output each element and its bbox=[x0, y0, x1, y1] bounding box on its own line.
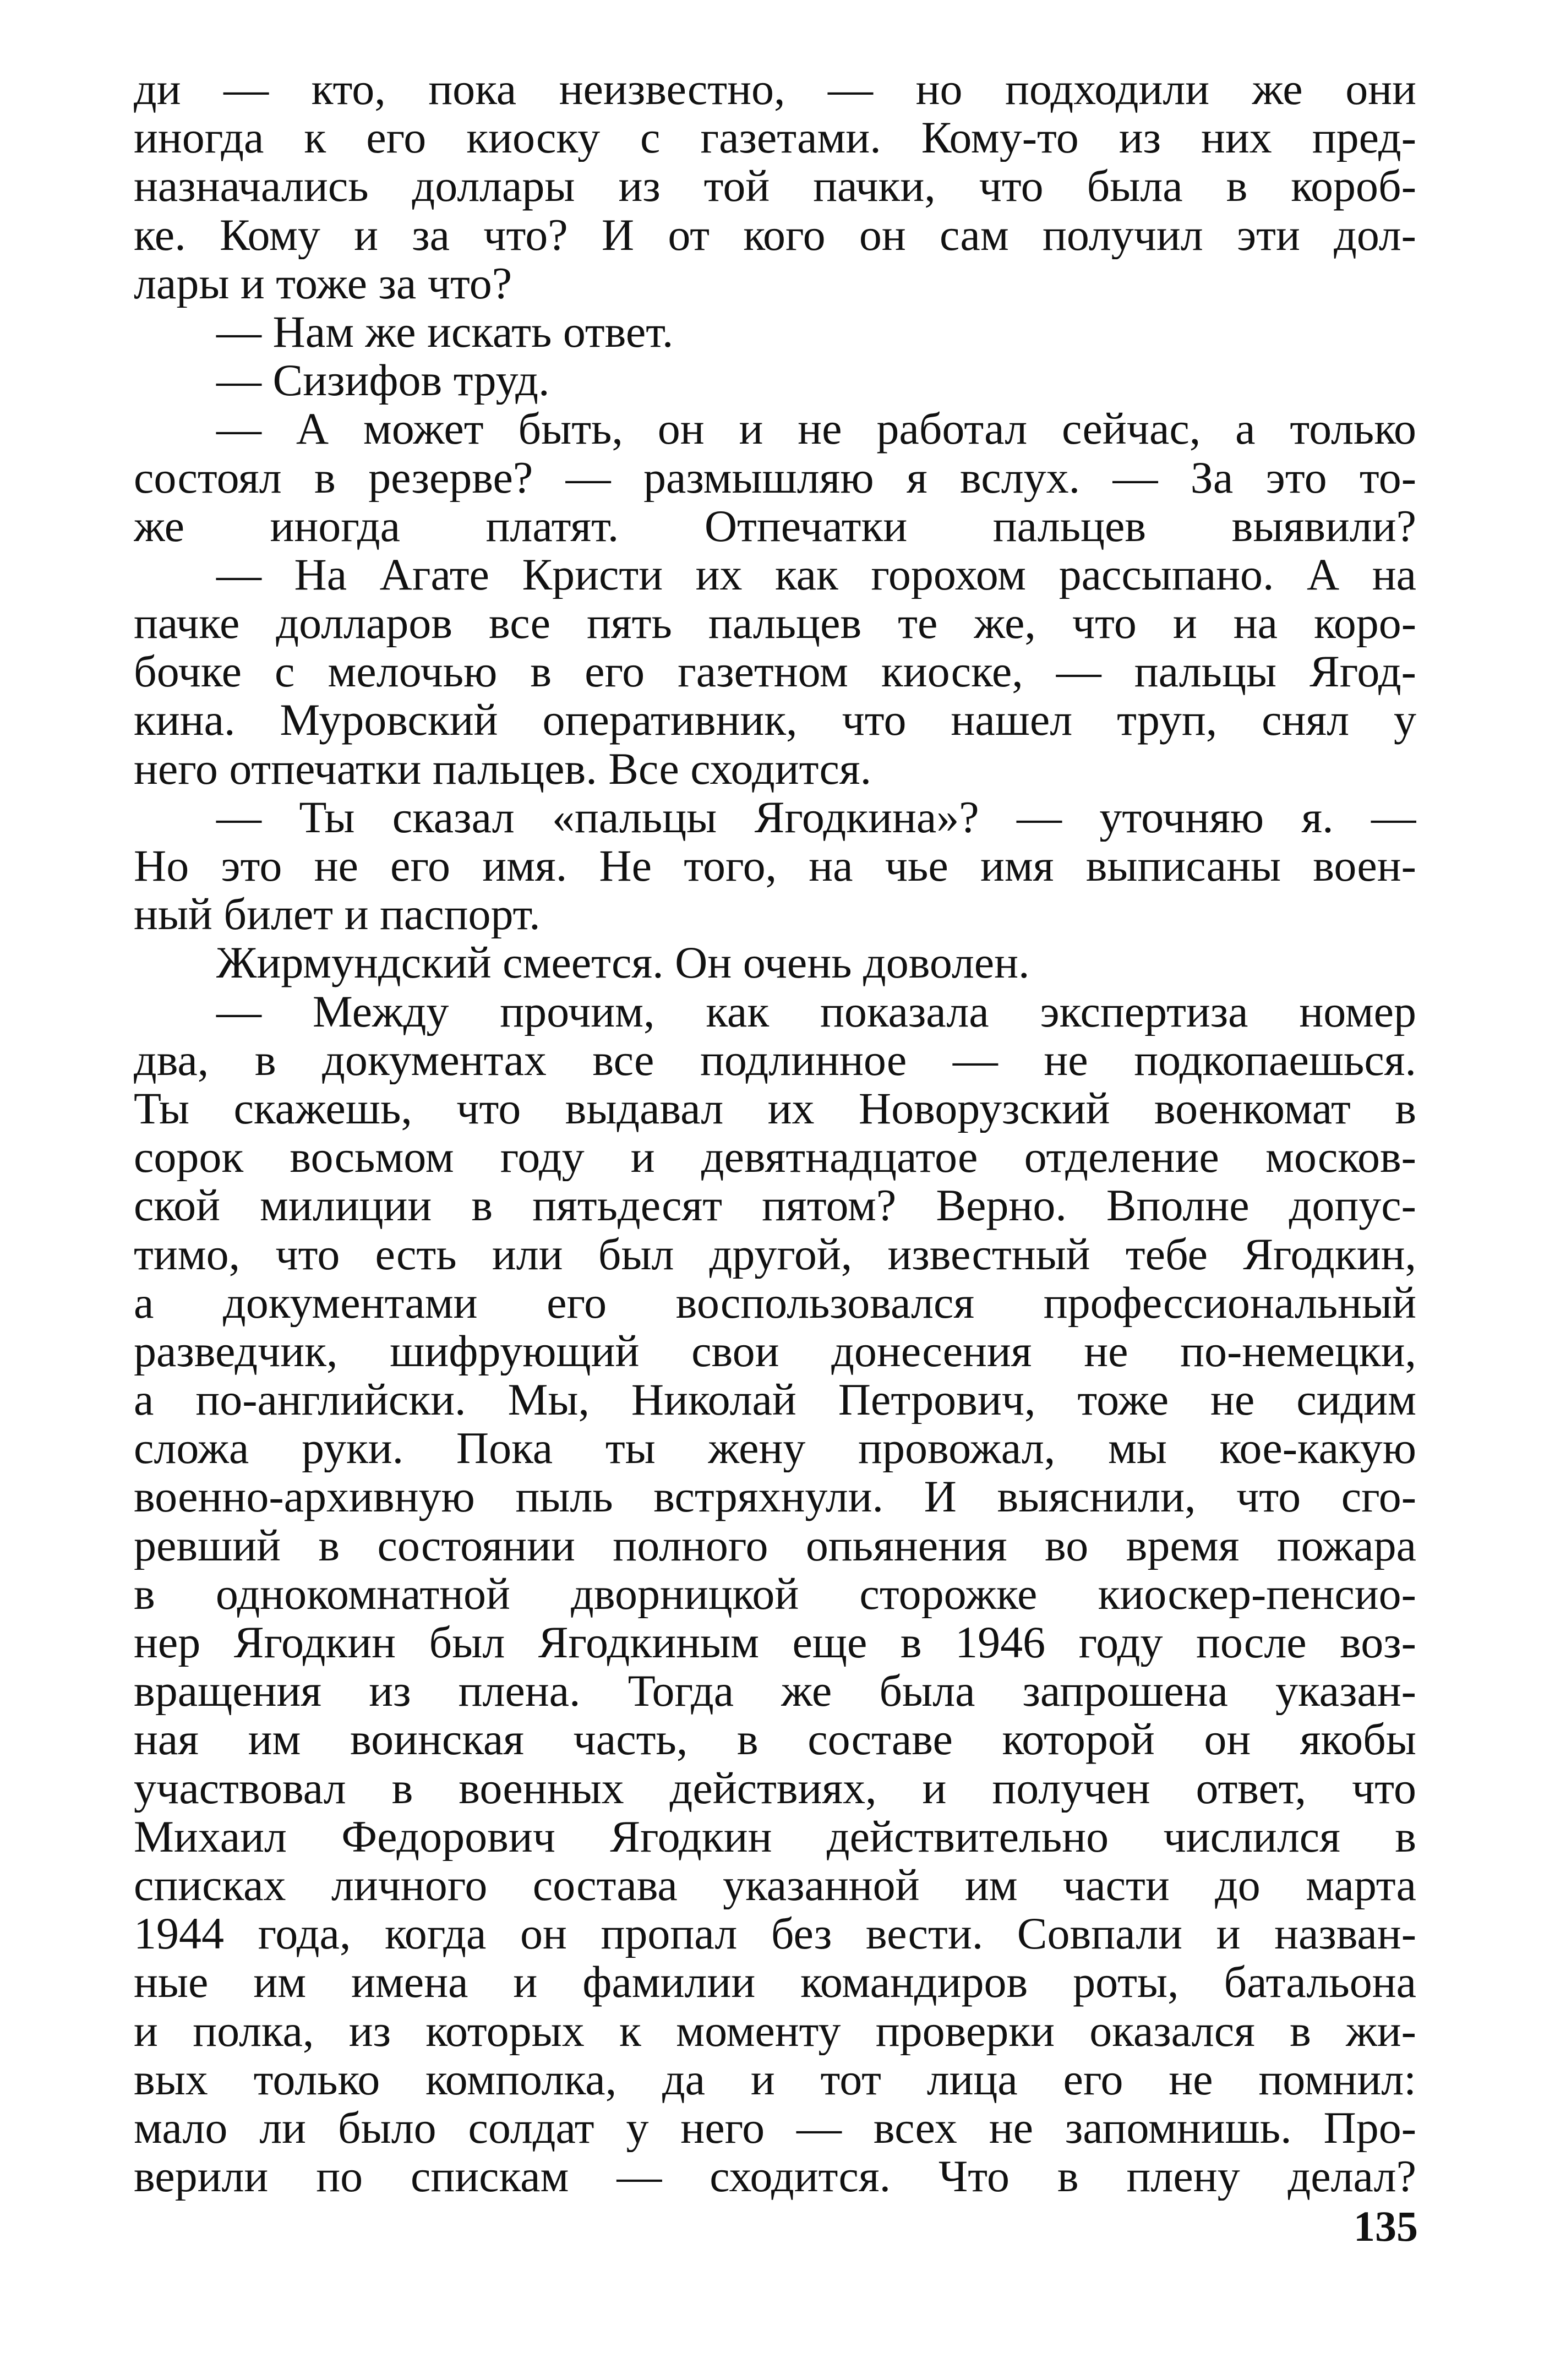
text-line: состоял в резерве? — размышляю я вслух. — За это то- bbox=[134, 453, 1416, 502]
text-line: же иногда платят. Отпечатки пальцев выявили? bbox=[134, 501, 1416, 550]
text-line: а документами его воспользовался профессиональный bbox=[134, 1278, 1416, 1327]
text-line: иногда к его киоску с газетами. Кому-то из них пред- bbox=[134, 113, 1416, 162]
text-line: ные им имена и фамилии командиров роты, батальона bbox=[134, 1958, 1416, 2007]
text-line: бочке с мелочью в его газетном киоске, — пальцы Ягод- bbox=[134, 647, 1416, 696]
text-line: — А может быть, он и не работал сейчас, а только bbox=[216, 405, 1416, 454]
text-line: 1944 года, когда он пропал без вести. Совпали и назван- bbox=[134, 1909, 1416, 1958]
text-line: сорок восьмом году и девятнадцатое отделение москов- bbox=[134, 1133, 1416, 1182]
text-line: Жирмундский смеется. Он очень доволен. bbox=[216, 938, 1030, 987]
text-line: списках личного состава указанной им части до марта bbox=[134, 1860, 1416, 1910]
page-text-block bbox=[134, 65, 1416, 2201]
page-number: 135 bbox=[1354, 2202, 1418, 2250]
text-line: мало ли было солдат у него — всех не запомнишь. Про- bbox=[134, 2103, 1416, 2153]
text-line: нер Ягодкин был Ягодкиным еще в 1946 году после воз- bbox=[134, 1618, 1416, 1667]
text-line: Михаил Федорович Ягодкин действительно числился в bbox=[134, 1812, 1416, 1861]
text-line: участвовал в военных действиях, и получен ответ, что bbox=[134, 1764, 1416, 1813]
text-line: кина. Муровский оперативник, что нашел труп, снял у bbox=[134, 696, 1416, 745]
text-line: ный билет и паспорт. bbox=[134, 890, 541, 939]
text-line: ке. Кому и за что? И от кого он сам получил эти дол- bbox=[134, 210, 1416, 259]
text-line: ревший в состоянии полного опьянения во время пожара bbox=[134, 1521, 1416, 1570]
text-line: в однокомнатной дворницкой сторожке киоскер-пенсио- bbox=[134, 1569, 1416, 1618]
text-line: разведчик, шифрующий свои донесения не по-немецки, bbox=[134, 1327, 1416, 1376]
text-line: назначались доллары из той пачки, что была в короб- bbox=[134, 162, 1416, 211]
text-line: военно-архивную пыль встряхнули. И выяснили, что сго- bbox=[134, 1472, 1416, 1521]
text-line: — Нам же искать ответ. bbox=[216, 307, 674, 357]
text-line: него отпечатки пальцев. Все сходится. bbox=[134, 744, 872, 793]
text-line: ная им воинская часть, в составе которой он якобы bbox=[134, 1715, 1416, 1764]
text-line: Ты скажешь, что выдавал их Новорузский военкомат в bbox=[134, 1084, 1416, 1133]
text-line: — Между прочим, как показала экспертиза номер bbox=[216, 987, 1416, 1036]
text-line: и полка, из которых к моменту проверки оказался в жи- bbox=[134, 2006, 1416, 2055]
text-line: а по-английски. Мы, Николай Петрович, тоже не сидим bbox=[134, 1375, 1416, 1424]
text-line: тимо, что есть или был другой, известный тебе Ягодкин, bbox=[134, 1230, 1416, 1279]
text-line: пачке долларов все пять пальцев те же, что и на коро- bbox=[134, 599, 1416, 648]
text-line: ди — кто, пока неизвестно, — но подходили же они bbox=[134, 65, 1416, 114]
text-line: лары и тоже за что? bbox=[134, 259, 512, 308]
text-line: два, в документах все подлинное — не подкопаешься. bbox=[134, 1035, 1416, 1084]
text-line: верили по спискам — сходится. Что в плену делал? bbox=[134, 2152, 1416, 2201]
text-line: — Сизифов труд. bbox=[216, 356, 550, 405]
text-line: вых только комполка, да и тот лица его не помнил: bbox=[134, 2055, 1416, 2104]
text-line: — Ты сказал «пальцы Ягодкина»? — уточняю я. — bbox=[216, 793, 1416, 842]
text-line: вращения из плена. Тогда же была запрошена указан- bbox=[134, 1667, 1416, 1716]
text-line: сложа руки. Пока ты жену провожал, мы кое-какую bbox=[134, 1424, 1416, 1473]
text-line: — На Агате Кристи их как горохом рассыпано. А на bbox=[216, 550, 1416, 599]
text-line: Но это не его имя. Не того, на чье имя выписаны воен- bbox=[134, 842, 1416, 891]
text-line: ской милиции в пятьдесят пятом? Верно. Вполне допус- bbox=[134, 1181, 1416, 1230]
